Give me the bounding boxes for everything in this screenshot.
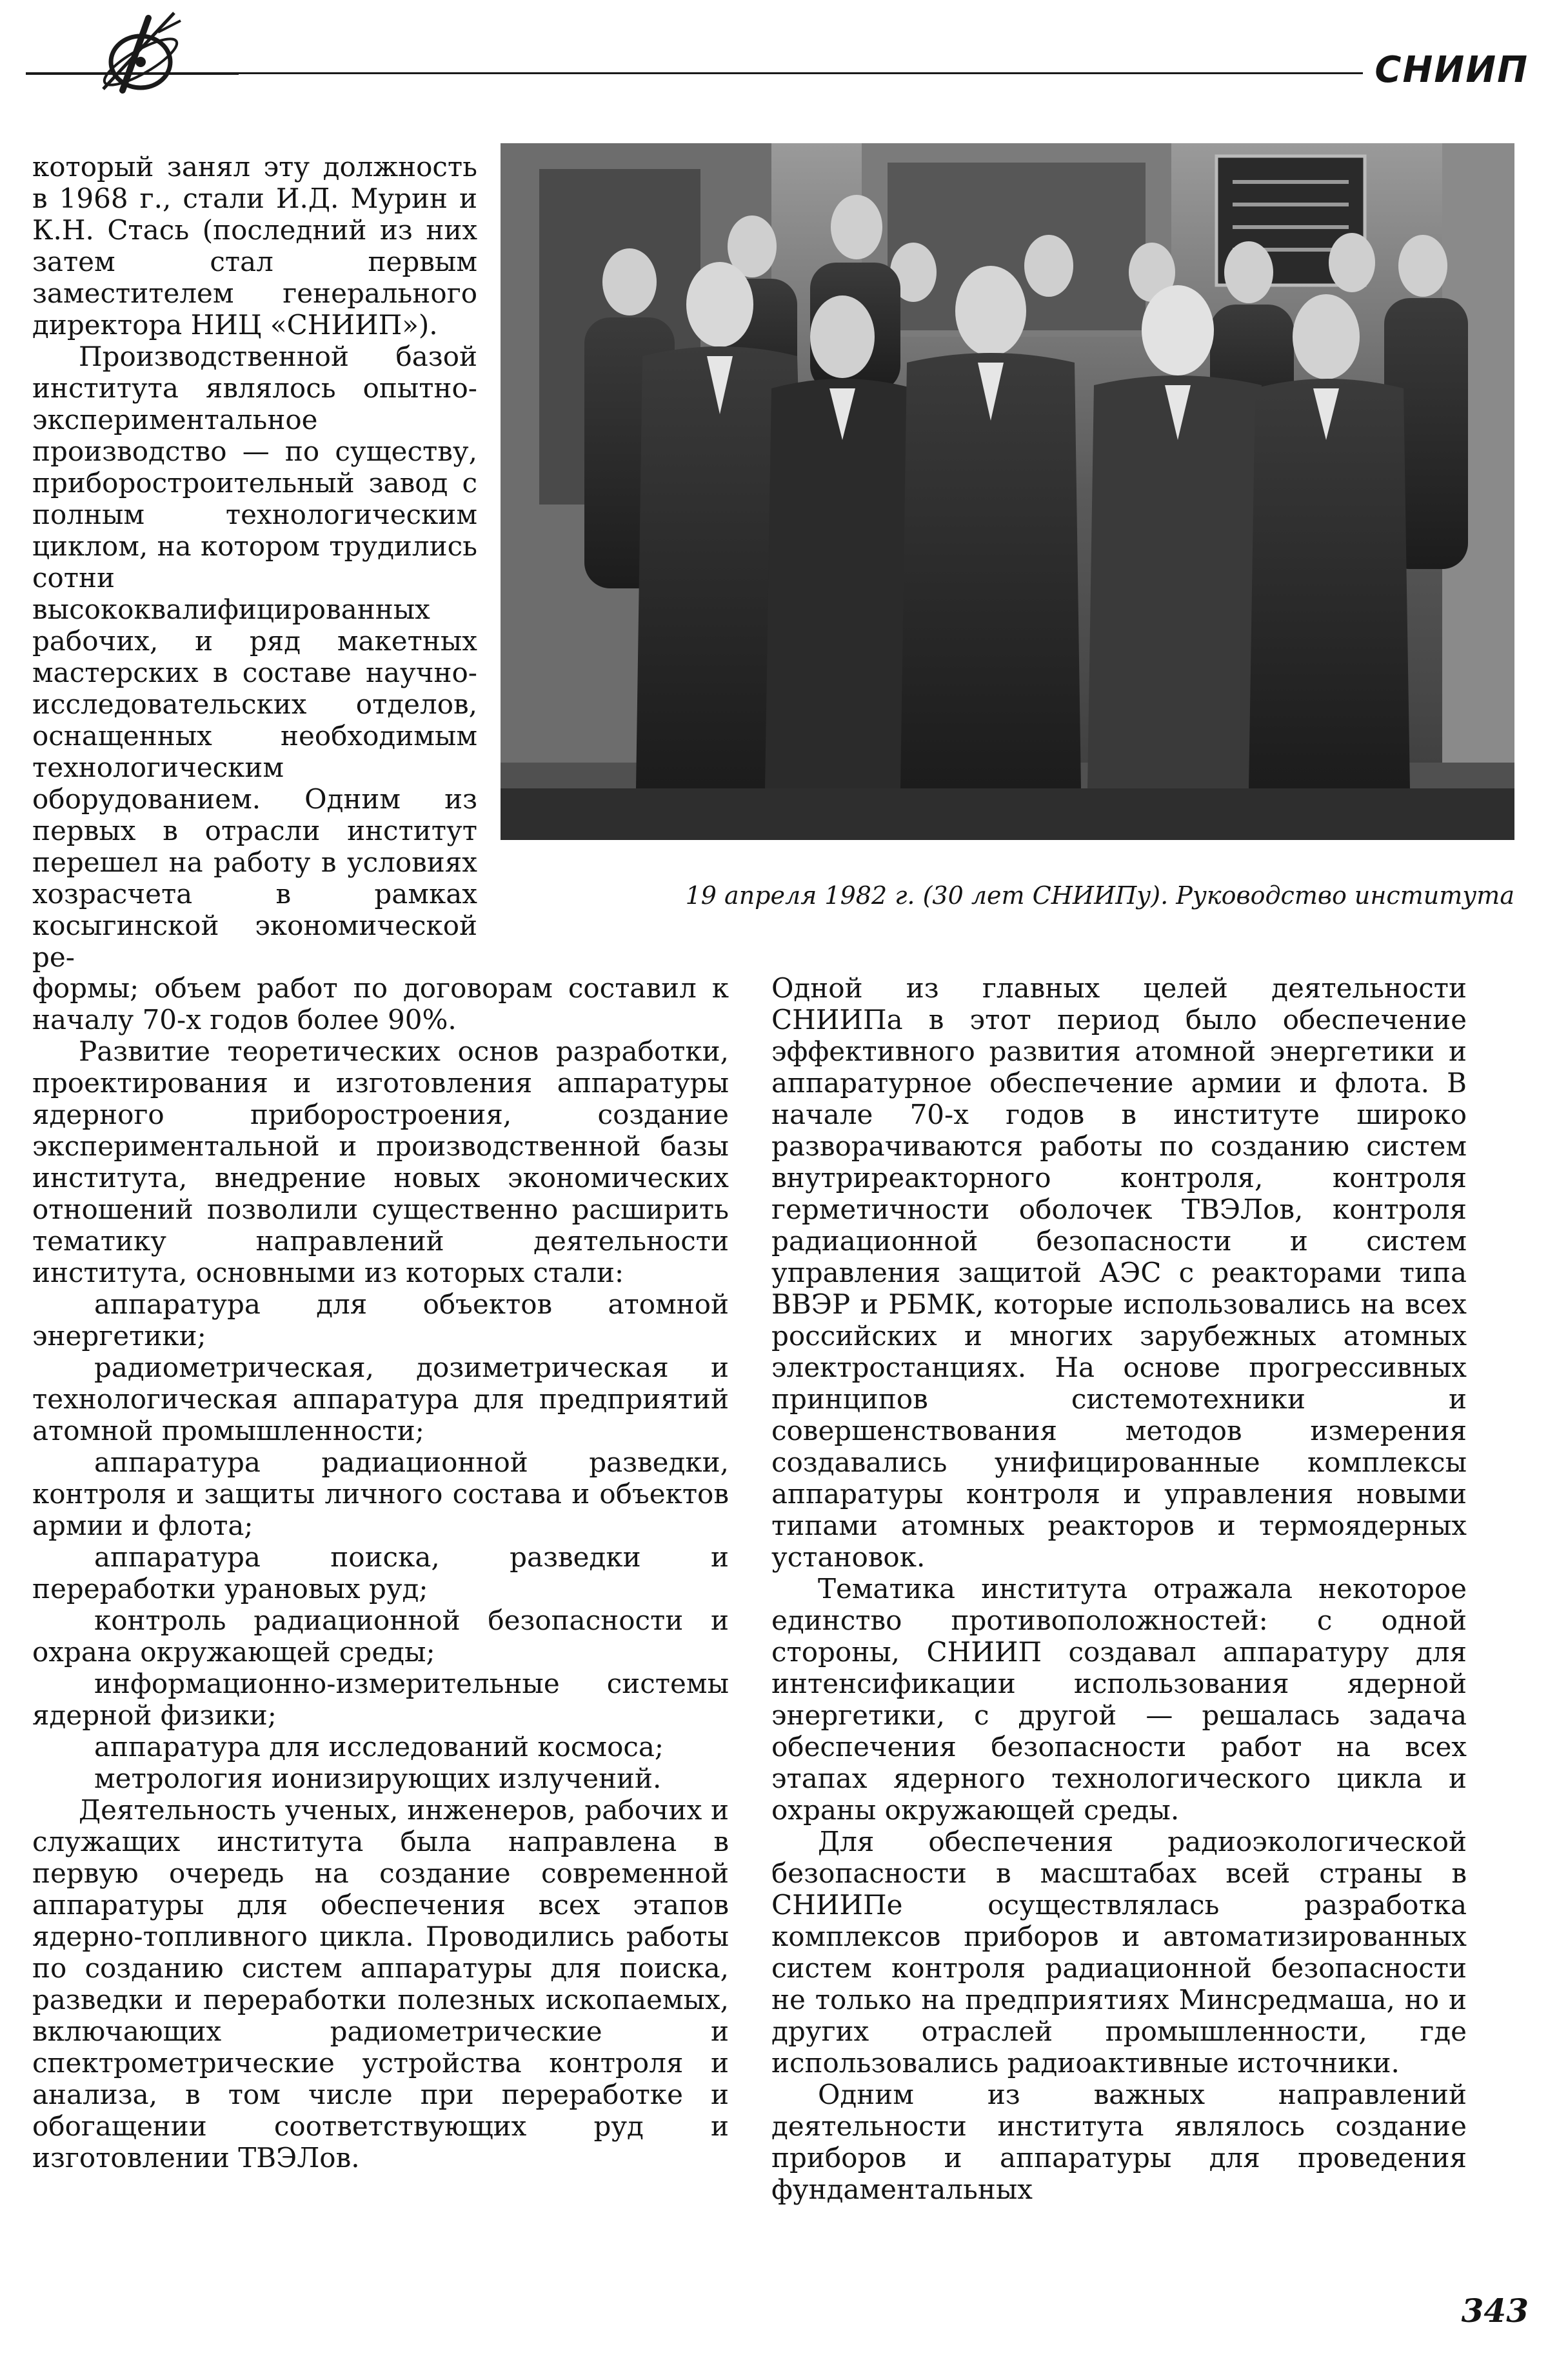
photo-caption: 19 апреля 1982 г. (30 лет СНИИПу). Руководство института <box>685 881 1514 910</box>
narrow-text-column <box>32 151 477 973</box>
paragraph: Деятельность ученых, инженеров, рабочих и служащих института была направлена в первую очередь на создание современной аппаратуры для обеспечения всех этапов ядерно-топливного цикла. Проводились работы по созданию систем аппаратуры для поиска, разведки и переработки полезных ископаемых, включающих радиометрические и спектрометрические устройства контроля и анализа, в том числе при переработке и обогащении соответствующих руд и изготовлении ТВЭЛов. <box>32 1794 729 2174</box>
list-item: аппаратура для исследований космоса; <box>94 1731 664 1763</box>
paragraph: который занял эту должность в 1968 г., стали И.Д. Мурин и К.Н. Стась (последний из них затем стал первым заместителем генерального директора НИЦ «СНИИП»). <box>32 151 477 341</box>
page-number: 343 <box>1461 2292 1529 2330</box>
paragraph: Для обеспечения радиоэкологической безопасности в масштабах всей страны в СНИИПе осуществлялась разработка комплексов приборов и автоматизированных систем контроля радиационной безопасности не только на предприятиях Минсредмаша, но и других отраслей промышленности, где использовались радиоактивные источники. <box>771 1826 1467 2079</box>
list-item: контроль радиационной безопасности и охрана окружающей среды; <box>32 1605 729 1668</box>
header-rule <box>26 72 1400 74</box>
group-photo <box>501 143 1514 840</box>
list-item: аппаратура поиска, разведки и переработки урановых руд; <box>32 1541 729 1605</box>
paragraph: Одним из важных направлений деятельности института являлось создание приборов и аппаратуры для проведения фундаментальных <box>771 2079 1467 2205</box>
list-item: аппаратура радиационной разведки, контроля и защиты личного состава и объектов армии и флота; <box>32 1446 729 1541</box>
left-text-column <box>32 972 729 2174</box>
paragraph: Тематика института отражала некоторое единство противоположностей: с одной стороны, СНИИП создавал аппаратуру для интенсификации использования ядерной энергетики, с другой — решалась задача обеспечения безопасности работ на всех этапах ядерного технологического цикла и охраны окружающей среды. <box>771 1573 1467 1826</box>
running-header-title: СНИИП <box>1363 48 1529 93</box>
paragraph: формы; объем работ по договорам составил к началу 70-х годов более 90%. <box>32 972 729 1035</box>
list-item: аппаратура для объектов атомной энергетики; <box>32 1288 729 1352</box>
list-item: информационно-измерительные системы ядерной физики; <box>32 1668 729 1731</box>
right-text-column <box>771 972 1467 2205</box>
list-item: радиометрическая, дозиметрическая и технологическая аппаратура для предприятий атомной промышленности; <box>32 1352 729 1446</box>
paragraph: Производственной базой института являлось опытно-экспериментальное производство — по существу, приборостроительный завод с полным технологическим циклом, на котором трудились сотни высококвалифицированных рабочих, и ряд макетных мастерских в составе научно-исследовательских отделов, оснащенных необходимым технологическим оборудованием. Одним из первых в отрасли институт перешел на работу в условиях хозрасчета в рамках косыгинской экономической ре- <box>32 341 477 973</box>
list-item: метрология ионизирующих излучений. <box>94 1763 662 1794</box>
paragraph: Одной из главных целей деятельности СНИИПа в этот период было обеспечение эффективного развития атомной энергетики и аппаратурное обеспечение армии и флота. В начале 70-х годов в институте широко разворачиваются работы по созданию систем внутриреакторного контроля, контроля герметичности оболочек ТВЭЛов, контроля радиационной безопасности и систем управления защитой АЭС с реакторами типа ВВЭР и РБМК, которые использовались на всех российских и многих зарубежных атомных электростанциях. На основе прогрессивных принципов системотехники и совершенствования методов измерения создавались унифицированные комплексы аппаратуры контроля и управления новыми типами атомных реакторов и термоядерных установок. <box>771 972 1467 1573</box>
atom-logo-icon <box>26 6 239 97</box>
paragraph: Развитие теоретических основ разработки, проектирования и изготовления аппаратуры ядерного приборостроения, создание экспериментальной и производственной базы института, внедрение новых экономических отношений позволили существенно расширить тематику направлений деятельности института, основными из которых стали: <box>32 1035 729 1288</box>
